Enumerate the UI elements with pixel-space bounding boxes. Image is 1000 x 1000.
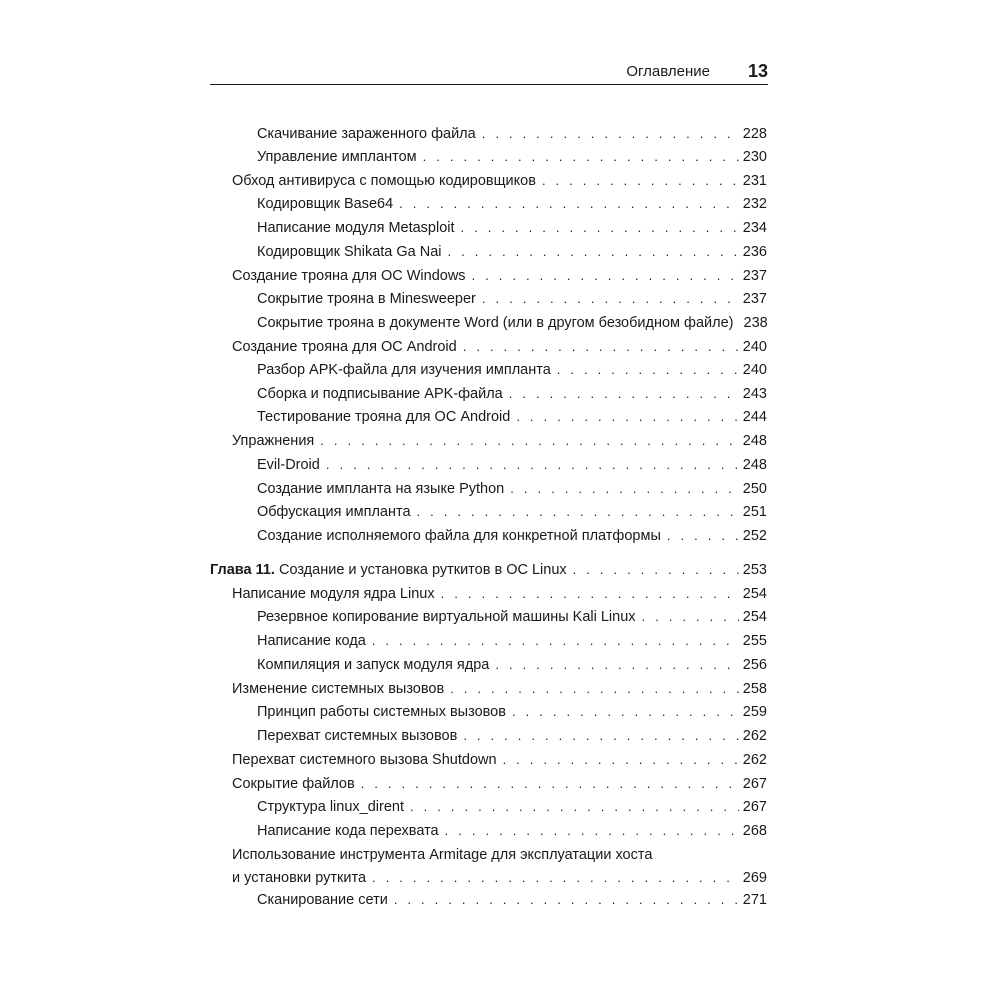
toc-entry-title bbox=[232, 430, 314, 452]
toc-entry-title bbox=[232, 583, 435, 605]
toc-entry-text: Скачивание зараженного файла bbox=[257, 126, 476, 142]
toc-entry-title bbox=[257, 146, 417, 168]
toc-entry[interactable] bbox=[257, 525, 767, 547]
toc-page-number: 228 bbox=[742, 126, 767, 142]
toc-entry[interactable] bbox=[257, 606, 767, 628]
toc-entry-text: Кодировщик Shikata Ga Nai bbox=[257, 244, 442, 260]
leader-dots bbox=[320, 430, 739, 452]
toc-entry-text: Обфускация импланта bbox=[257, 504, 411, 520]
toc-page-number: 232 bbox=[742, 196, 767, 212]
toc-entry-title bbox=[210, 559, 567, 581]
toc-page-number: 251 bbox=[742, 504, 767, 520]
leader-dots bbox=[448, 241, 739, 263]
toc-entry-text: Структура linux_dirent bbox=[257, 799, 404, 815]
leader-dots bbox=[503, 749, 739, 771]
toc-page-number: 256 bbox=[742, 657, 767, 673]
toc-entry[interactable] bbox=[257, 312, 767, 334]
toc-page-number: 254 bbox=[742, 586, 767, 602]
toc-entry-text: Принцип работы системных вызовов bbox=[257, 704, 506, 720]
toc-page-number: 271 bbox=[742, 892, 767, 908]
toc-entry[interactable] bbox=[257, 383, 767, 405]
leader-dots bbox=[516, 406, 738, 428]
toc-entry-title bbox=[257, 796, 404, 818]
toc-entry-text: и установки руткита bbox=[232, 870, 367, 886]
toc-page-number: 262 bbox=[742, 752, 767, 768]
toc-entry-text: Сокрытие файлов bbox=[232, 776, 355, 792]
leader-dots bbox=[361, 773, 739, 795]
toc-entry-text: Написание кода перехвата bbox=[257, 823, 439, 839]
toc-page-number: 231 bbox=[742, 173, 767, 189]
toc-entry[interactable] bbox=[257, 146, 767, 168]
toc-page-number: 230 bbox=[742, 149, 767, 165]
toc-page-number: 243 bbox=[742, 386, 767, 402]
leader-dots bbox=[394, 889, 739, 911]
leader-dots bbox=[573, 559, 739, 581]
toc-entry-title bbox=[232, 336, 457, 358]
toc-entry[interactable] bbox=[257, 501, 767, 523]
toc-entry[interactable] bbox=[257, 889, 767, 911]
header-title: Оглавление bbox=[626, 63, 710, 80]
toc-entry-text: Изменение системных вызовов bbox=[232, 681, 445, 697]
toc-entry-text: Сканирование сети bbox=[257, 892, 388, 908]
leader-dots bbox=[372, 867, 739, 889]
leader-dots bbox=[509, 383, 739, 405]
toc-entry-title bbox=[232, 170, 536, 192]
toc-page-number: 269 bbox=[742, 870, 767, 886]
leader-dots bbox=[445, 820, 739, 842]
toc-entry-title bbox=[257, 889, 388, 911]
toc-entry-title bbox=[232, 773, 355, 795]
toc-page-number: 248 bbox=[742, 457, 767, 473]
leader-dots bbox=[399, 193, 739, 215]
toc-entry-title bbox=[232, 678, 444, 700]
toc-page-number: 237 bbox=[742, 291, 767, 307]
toc-entry-text: Создание и установка руткитов в ОС Linux bbox=[278, 562, 567, 578]
leader-dots bbox=[372, 630, 739, 652]
toc-entry[interactable] bbox=[257, 217, 767, 239]
toc-entry-title bbox=[257, 454, 320, 476]
toc-entry-text: Сокрытие трояна в Minesweeper bbox=[257, 291, 476, 307]
toc-entry[interactable] bbox=[257, 478, 767, 500]
leader-dots bbox=[441, 583, 739, 605]
toc-entry-text: Создание трояна для ОС Windows bbox=[232, 268, 466, 284]
toc-entry-text: Тестирование трояна для ОС Android bbox=[257, 409, 511, 425]
toc-entry[interactable] bbox=[257, 796, 767, 818]
toc-page-number: 236 bbox=[742, 244, 767, 260]
toc-entry-text: Создание импланта на языке Python bbox=[257, 481, 505, 497]
toc-entry-text: Управление имплантом bbox=[257, 149, 417, 165]
toc-entry[interactable] bbox=[232, 430, 767, 452]
leader-dots bbox=[510, 478, 739, 500]
leader-dots bbox=[326, 454, 739, 476]
toc-page-number: 262 bbox=[742, 728, 767, 744]
toc-page-number: 253 bbox=[742, 562, 767, 578]
toc-entry-text: Сокрытие трояна в документе Word (или в другом безобидном файле) bbox=[257, 315, 734, 331]
toc-entry[interactable] bbox=[257, 123, 767, 145]
toc-page-number: 237 bbox=[742, 268, 767, 284]
toc-entry-text: Перехват системного вызова Shutdown bbox=[232, 752, 497, 768]
toc-page-number: 238 bbox=[743, 315, 768, 331]
toc-page-number: 250 bbox=[742, 481, 767, 497]
toc-entry-title bbox=[232, 265, 466, 287]
toc-entry-title-line1: Использование инструмента Armitage для эксплуатации хоста bbox=[232, 847, 653, 863]
toc-entry[interactable] bbox=[257, 288, 767, 310]
chapter-label: Глава 11. bbox=[210, 562, 275, 578]
toc-entry-title bbox=[257, 406, 510, 428]
toc-page-number: 254 bbox=[742, 609, 767, 625]
toc-entry-title bbox=[232, 867, 366, 889]
toc-entry[interactable] bbox=[232, 170, 767, 192]
toc-entry[interactable] bbox=[257, 241, 767, 263]
toc-page-number: 240 bbox=[742, 339, 767, 355]
toc-entry-title bbox=[257, 123, 476, 145]
toc-page-number: 267 bbox=[742, 776, 767, 792]
leader-dots bbox=[482, 288, 739, 310]
toc-entry-title bbox=[257, 606, 636, 628]
toc-entry[interactable] bbox=[257, 820, 767, 842]
toc-entry-text: Разбор APK-файла для изучения импланта bbox=[257, 362, 551, 378]
toc-entry-title bbox=[257, 359, 551, 381]
toc-entry-text: Резервное копирование виртуальной машины Kali Linux bbox=[257, 609, 636, 625]
leader-dots bbox=[512, 701, 739, 723]
toc-entry-title bbox=[232, 749, 497, 771]
toc-page-number: 258 bbox=[742, 681, 767, 697]
toc-entry[interactable] bbox=[232, 867, 767, 889]
leader-dots bbox=[463, 336, 739, 358]
leader-dots bbox=[423, 146, 739, 168]
leader-dots bbox=[495, 654, 738, 676]
toc-entry-title bbox=[257, 312, 734, 334]
toc-page-number: 240 bbox=[742, 362, 767, 378]
toc-entry[interactable] bbox=[232, 773, 767, 795]
toc-entry[interactable] bbox=[257, 725, 767, 747]
toc-page-number: 248 bbox=[742, 433, 767, 449]
leader-dots bbox=[472, 265, 739, 287]
leader-dots bbox=[417, 501, 739, 523]
header-rule bbox=[210, 84, 768, 85]
toc-entry[interactable] bbox=[257, 654, 767, 676]
toc-entry-text: Создание исполняемого файла для конкретной платформы bbox=[257, 528, 661, 544]
toc-page-number: 255 bbox=[742, 633, 767, 649]
toc-entry-title bbox=[257, 525, 661, 547]
toc-page-number: 268 bbox=[742, 823, 767, 839]
toc-entry-title bbox=[257, 288, 476, 310]
header-page-number: 13 bbox=[747, 61, 768, 81]
toc-entry-title bbox=[257, 478, 504, 500]
toc-entry-text: Написание модуля Metasploit bbox=[257, 220, 455, 236]
toc-entry-title bbox=[257, 654, 489, 676]
leader-dots bbox=[542, 170, 739, 192]
toc-entry-title bbox=[257, 501, 411, 523]
toc-entry[interactable] bbox=[257, 406, 767, 428]
toc-entry-text: Создание трояна для ОС Android bbox=[232, 339, 457, 355]
leader-dots bbox=[557, 359, 739, 381]
toc-page-number: 234 bbox=[742, 220, 767, 236]
toc-entry[interactable] bbox=[232, 336, 767, 358]
toc-entry-text: Написание модуля ядра Linux bbox=[232, 586, 435, 602]
toc-entry[interactable] bbox=[257, 454, 767, 476]
leader-dots bbox=[463, 725, 738, 747]
leader-dots bbox=[667, 525, 739, 547]
running-header bbox=[210, 60, 768, 82]
toc-entry-text: Evil-Droid bbox=[257, 457, 320, 473]
toc-entry-title bbox=[257, 217, 455, 239]
leader-dots bbox=[410, 796, 739, 818]
toc-entry-text: Упражнения bbox=[232, 433, 315, 449]
leader-dots bbox=[450, 678, 739, 700]
toc-page-number: 252 bbox=[742, 528, 767, 544]
toc-entry-title bbox=[257, 701, 506, 723]
toc-entry-text: Кодировщик Base64 bbox=[257, 196, 394, 212]
leader-dots bbox=[461, 217, 739, 239]
toc-entry-title bbox=[257, 383, 503, 405]
toc-entry-title bbox=[257, 820, 439, 842]
toc-page-number: 259 bbox=[742, 704, 767, 720]
leader-dots bbox=[642, 606, 739, 628]
toc-entry[interactable] bbox=[232, 265, 767, 287]
toc-entry[interactable] bbox=[257, 630, 767, 652]
toc-entry[interactable] bbox=[232, 583, 767, 605]
toc-entry-title bbox=[257, 630, 366, 652]
toc-entry[interactable] bbox=[232, 749, 767, 771]
toc-entry-text: Перехват системных вызовов bbox=[257, 728, 458, 744]
toc-entry-title bbox=[257, 725, 457, 747]
leader-dots bbox=[482, 123, 739, 145]
toc-entry[interactable] bbox=[257, 701, 767, 723]
toc-entry[interactable] bbox=[210, 559, 767, 581]
toc-entry-text: Компиляция и запуск модуля ядра bbox=[257, 657, 490, 673]
toc-page-number: 244 bbox=[742, 409, 767, 425]
toc-entry-title bbox=[257, 193, 393, 215]
toc-entry[interactable] bbox=[232, 678, 767, 700]
toc-entry-text: Обход антивируса с помощью кодировщиков bbox=[232, 173, 536, 189]
toc-page-number: 267 bbox=[742, 799, 767, 815]
toc-entry[interactable] bbox=[257, 359, 767, 381]
toc-entry[interactable] bbox=[257, 193, 767, 215]
toc-entry-text: Сборка и подписывание APK-файла bbox=[257, 386, 503, 402]
toc-entry-text: Написание кода bbox=[257, 633, 366, 649]
toc-entry-title bbox=[257, 241, 442, 263]
